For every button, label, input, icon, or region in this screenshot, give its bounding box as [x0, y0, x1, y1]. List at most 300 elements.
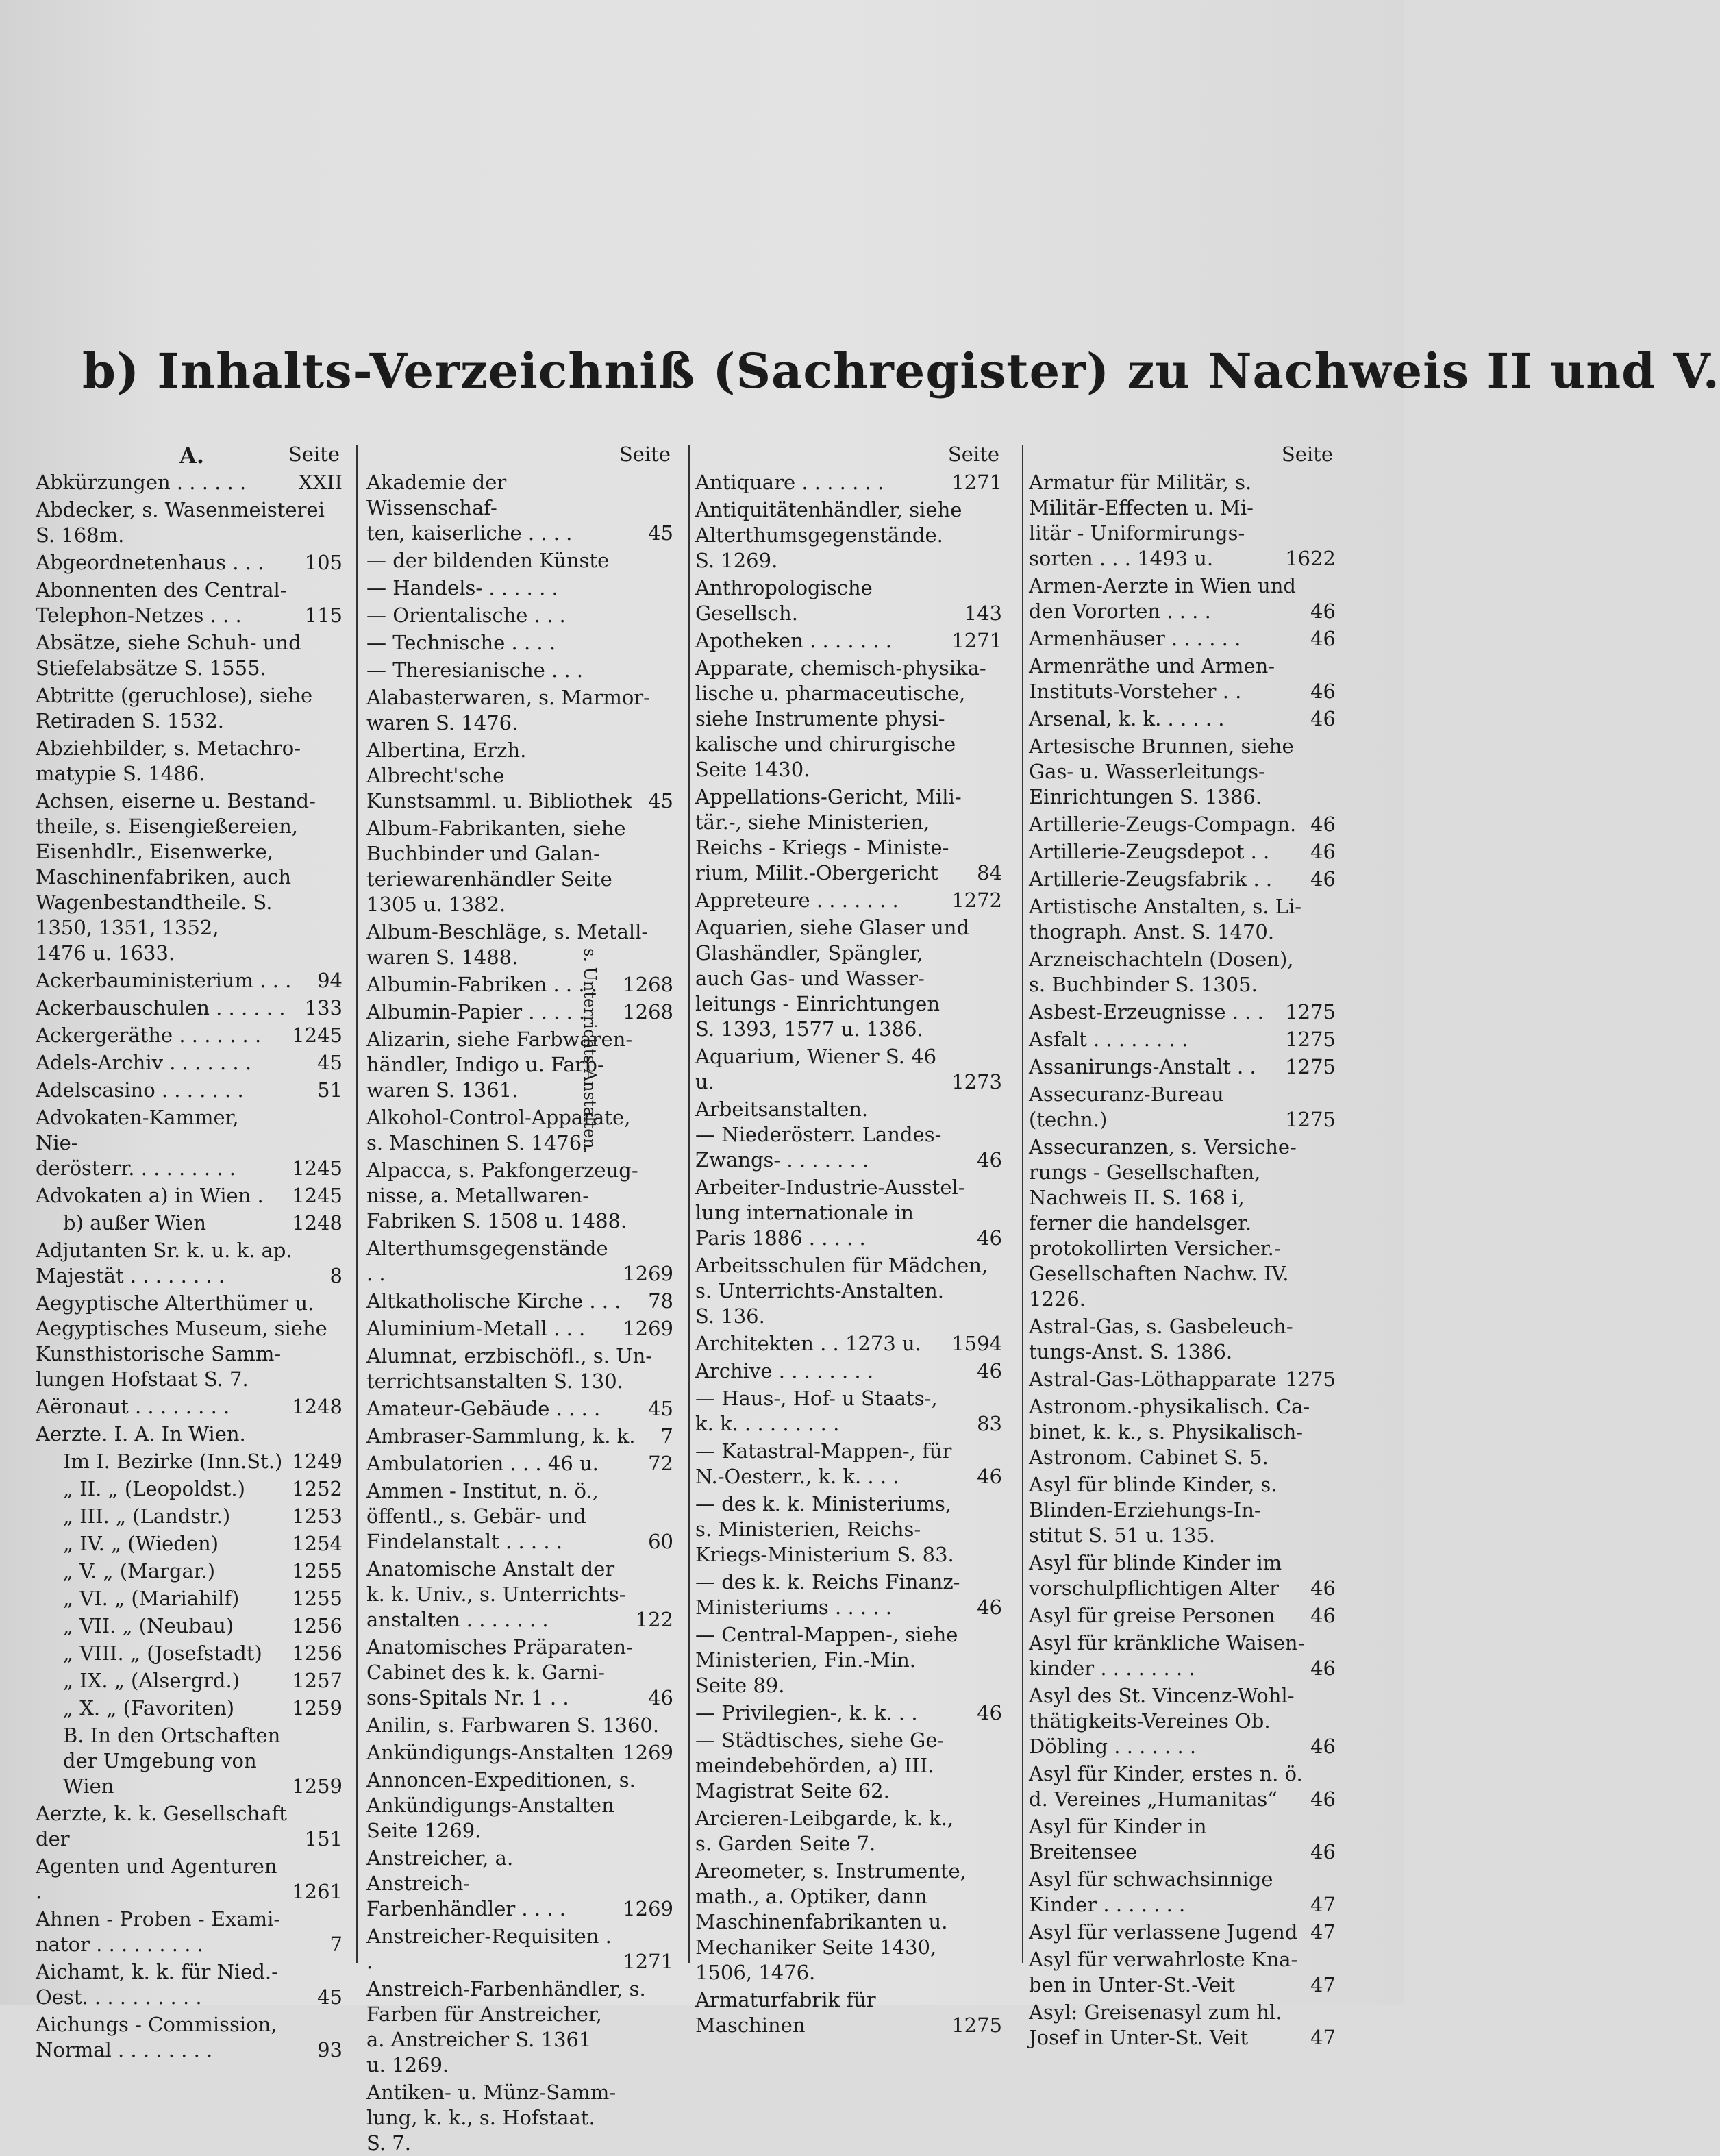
index-entry [1029, 947, 1336, 998]
entry-text: Achsen, eiserne u. Bestand- theile, s. Eisengießereien, Eisenhdlr., Eisenwerke, Maschinenfabriken, auch Wagenbestandtheile. S. 1350, 1351, 1352, 1476 u. 1633. [36, 789, 316, 965]
entry-text: b) außer Wien [63, 1211, 207, 1235]
entry-page-number: 1269 [623, 1317, 673, 1340]
entry-text: Akademie der Wissenschaf- ten, kaiserliche . . . . [366, 471, 573, 545]
entry-page-number: 1268 [623, 973, 673, 996]
index-entry [36, 968, 342, 993]
entry-text: Armatur für Militär, s. Militär-Effecten u. Mi- litär - Uniformirungs- sorten . . . 1493 u. [1029, 471, 1254, 570]
index-entry [695, 1622, 1002, 1698]
index-entry [366, 470, 673, 546]
entry-page-number: 46 [1310, 1657, 1336, 1680]
index-entry [1029, 573, 1336, 624]
entry-page-number: 46 [1310, 1604, 1336, 1627]
index-entry [366, 1000, 673, 1025]
entry-page-number: 143 [964, 602, 1002, 625]
entry-text: Aquarium, Wiener S. 46 u. [695, 1045, 937, 1093]
entry-text: Annoncen-Expeditionen, s. Ankündigungs-Anstalten Seite 1269. [366, 1768, 636, 1842]
column-divider [356, 445, 358, 1963]
entry-page-number: 1271 [951, 629, 1002, 652]
entry-page-number: 1257 [292, 1669, 342, 1692]
page-title: b) Inhalts-Verzeichniß (Sachregister) zu Nachweis II und V. [82, 343, 1720, 399]
entry-text: Arbeitsanstalten. — Niederösterr. Landes- Zwangs- . . . . . . . [695, 1098, 942, 1172]
index-entry [695, 1806, 1002, 1857]
entry-text: B. In den Ortschaften der Umgebung von Wien [63, 1724, 281, 1798]
entry-text: „ X. „ (Favoriten) [63, 1696, 235, 1720]
entry-text: Assecuranzen, s. Versiche- rungs - Gesellschaften, Nachweis II. S. 168 i, ferner die handelsger. protokollirten Versicher.- Gesellschaften Nachw. IV. 1226. [1029, 1135, 1297, 1311]
entry-page-number: 46 [1310, 1840, 1336, 1863]
index-entry [36, 630, 342, 681]
index-entry [366, 1977, 673, 2078]
entry-page-number: XXII [298, 471, 342, 494]
entry-page-number: 105 [304, 551, 342, 574]
entry-text: Asyl für verwahrloste Kna- ben in Unter-St.-Veit [1029, 1948, 1298, 1996]
entry-text: Aerzte. I. A. In Wien. [36, 1422, 246, 1446]
entry-text: Asyl für verlassene Jugend [1029, 1920, 1298, 1944]
entry-page-number: 1255 [292, 1559, 342, 1583]
index-entry [695, 784, 1002, 886]
entry-page-number: 1272 [951, 889, 1002, 912]
index-entry [366, 2080, 673, 2156]
entry-page-number: 1259 [292, 1774, 342, 1798]
entry-text: Asyl für kränkliche Waisen- kinder . . . . . . . . [1029, 1631, 1305, 1680]
index-entry [36, 550, 342, 575]
entry-text: — Theresianische . . . [366, 658, 584, 682]
entry-page-number: 72 [648, 1452, 673, 1475]
entry-text: — des k. k. Ministeriums, s. Ministerien, Reichs- Kriegs-Ministerium S. 83. [695, 1492, 954, 1566]
index-entry [366, 603, 673, 628]
entry-text: Abziehbilder, s. Metachro- matypie S. 1486. [36, 736, 301, 785]
entry-text: Aluminium-Metall . . . [366, 1317, 586, 1340]
index-entry [695, 1987, 1002, 2038]
entry-page-number: 46 [1310, 1735, 1336, 1758]
index-entry [36, 1907, 342, 1957]
index-entry [695, 575, 1002, 626]
entry-text: Architekten . . 1273 u. [695, 1332, 921, 1355]
index-entry [1029, 1027, 1336, 1052]
index-entry [366, 816, 673, 917]
entry-text: Aëronaut . . . . . . . . [36, 1395, 230, 1418]
entry-text: Alabasterwaren, s. Marmor- waren S. 1476. [366, 686, 650, 734]
entry-text: Anatomische Anstalt der k. k. Univ., s. Unterrichts- anstalten . . . . . . . [366, 1557, 626, 1631]
entry-page-number: 8 [329, 1264, 342, 1287]
entry-page-number: 46 [1310, 599, 1336, 623]
index-entry [1029, 734, 1336, 810]
entry-page-number: 46 [977, 1465, 1002, 1488]
entry-page-number: 46 [648, 1686, 673, 1709]
entry-page-number: 1252 [292, 1477, 342, 1500]
column-divider [1022, 445, 1023, 1963]
entry-page-number: 1254 [292, 1532, 342, 1555]
entry-text: Abgeordnetenhaus . . . [36, 551, 264, 574]
entry-page-number: 1275 [951, 2013, 1002, 2037]
entry-text: Antiquare . . . . . . . [695, 471, 884, 494]
index-entry [366, 1924, 673, 1974]
entry-text: Arzneischachteln (Dosen), s. Buchbinder S. 1305. [1029, 947, 1294, 996]
entry-page-number: 46 [1310, 867, 1336, 891]
index-entry [695, 1044, 1002, 1095]
index-entry [1029, 1082, 1336, 1132]
entry-page-number: 1255 [292, 1587, 342, 1610]
index-entry [695, 1175, 1002, 1251]
entry-page-number: 1275 [1285, 1367, 1336, 1391]
index-entry [36, 1696, 342, 1721]
entry-text: Alumnat, erzbischöfl., s. Un- terrichtsanstalten S. 130. [366, 1344, 653, 1393]
column-header [36, 440, 342, 470]
entry-text: — Haus-, Hof- u Staats-, k. k. . . . . . . . . [695, 1387, 938, 1435]
entry-text: Aichungs - Commission, Normal . . . . . . . . [36, 2013, 277, 2061]
index-entry [36, 1105, 342, 1181]
entry-page-number: 122 [635, 1608, 673, 1631]
entry-text: Apotheken . . . . . . . [695, 629, 892, 652]
entry-text: — Technische . . . . [366, 631, 556, 654]
index-entry [36, 2012, 342, 2063]
index-entry [695, 915, 1002, 1042]
entry-page-number: 1261 [292, 1880, 342, 1903]
entry-text: — Städtisches, siehe Ge- meindebehörden, a) III. Magistrat Seite 62. [695, 1728, 945, 1802]
index-entry [1029, 1920, 1336, 1945]
entry-text: Arbeiter-Industrie-Ausstel- lung internationale in Paris 1886 . . . . . [695, 1176, 965, 1250]
entry-text: Antiken- u. Münz-Samm- lung, k. k., s. Hofstaat. S. 7. [366, 2081, 616, 2155]
index-entry [1029, 1314, 1336, 1365]
entry-text: Apparate, chemisch-physika- lische u. pharmaceutische, siehe Instrumente physi- kalische und chirurgische Seite 1430. [695, 656, 986, 781]
index-entry [366, 1424, 673, 1449]
index-entry [366, 1027, 673, 1103]
entry-text: Aichamt, k. k. für Nied.- Oest. . . . . . . . . . [36, 1960, 278, 2009]
entry-text: Aerzte, k. k. Gesellschaft der [36, 1802, 287, 1850]
index-entry [36, 736, 342, 786]
index-entry [1029, 812, 1336, 837]
index-entry [1029, 1550, 1336, 1601]
entry-text: Artillerie-Zeugsfabrik . . [1029, 867, 1273, 891]
entry-text: Albertina, Erzh. Albrecht'sche Kunstsamml. u. Bibliothek [366, 739, 632, 813]
index-entry [366, 1478, 673, 1554]
entry-page-number: 1268 [623, 1000, 673, 1024]
index-entry [1029, 1761, 1336, 1812]
index-entry [36, 1050, 342, 1076]
index-entry [1029, 1683, 1336, 1759]
entry-page-number: 1245 [292, 1156, 342, 1180]
entry-page-number: 1248 [292, 1395, 342, 1418]
index-entry [1029, 867, 1336, 892]
column-divider [688, 445, 690, 1963]
seite-label: Seite [619, 443, 671, 466]
entry-text: Appreteure . . . . . . . [695, 889, 899, 912]
index-entry [1029, 1135, 1336, 1312]
entry-text: — Central-Mappen-, siehe Ministerien, Fin.-Min. Seite 89. [695, 1623, 958, 1697]
brace-label: s. Unterrichts-Anstalten. [580, 948, 599, 1154]
entry-page-number: 47 [1310, 1920, 1336, 1944]
index-column-2 [366, 440, 673, 2155]
index-entry [695, 1700, 1002, 1726]
index-entry [36, 1641, 342, 1666]
entry-text: Assecuranz-Bureau (techn.) [1029, 1082, 1224, 1131]
entry-text: Anstreicher, a. Anstreich- Farbenhändler . . . . [366, 1846, 566, 1920]
index-entry [1029, 1394, 1336, 1470]
index-entry [366, 658, 673, 683]
entry-text: Absätze, siehe Schuh- und Stiefelabsätze S. 1555. [36, 631, 301, 680]
index-entry [36, 1854, 342, 1905]
index-entry [36, 1723, 342, 1799]
entry-page-number: 47 [1310, 2026, 1336, 2049]
index-entry [36, 1023, 342, 1048]
entry-page-number: 46 [977, 1596, 1002, 1619]
index-entry [36, 1586, 342, 1611]
seite-label: Seite [947, 443, 999, 466]
entry-text: Armen-Aerzte in Wien und den Vororten . . . . [1029, 574, 1296, 623]
index-entry [1029, 2000, 1336, 2050]
entry-text: Astral-Gas, s. Gasbeleuch- tungs-Anst. S. 1386. [1029, 1315, 1293, 1363]
index-entry [36, 1959, 342, 2010]
entry-page-number: 151 [304, 1827, 342, 1850]
entry-text: Asyl für Kinder, erstes n. ö. d. Vereines „Humanitas“ [1029, 1762, 1303, 1811]
entry-text: Albumin-Fabriken . . . . [366, 973, 598, 996]
index-entry [366, 1557, 673, 1633]
entry-text: Armaturfabrik für Maschinen [695, 1988, 876, 2037]
index-entry [36, 1613, 342, 1639]
index-entry [1029, 706, 1336, 732]
entry-text: Asbest-Erzeugnisse . . . [1029, 1000, 1264, 1024]
index-entry [695, 1728, 1002, 1804]
entry-page-number: 1622 [1285, 547, 1336, 570]
entry-page-number: 46 [977, 1359, 1002, 1383]
index-entry [366, 1846, 673, 1922]
entry-page-number: 93 [317, 2038, 342, 2061]
seite-label: Seite [288, 443, 340, 466]
index-entry [366, 575, 673, 601]
entry-text: „ IX. „ (Alsergrd.) [63, 1669, 240, 1692]
entry-text: Ankündigungs-Anstalten [366, 1741, 614, 1764]
entry-text: Alkohol-Control-Apparate, s. Maschinen S. 1476. [366, 1106, 631, 1154]
entry-page-number: 1249 [292, 1450, 342, 1473]
entry-text: Astronom.-physikalisch. Ca- binet, k. k., s. Physikalisch- Astronom. Cabinet S. 5. [1029, 1395, 1310, 1469]
index-entry [36, 1668, 342, 1694]
entry-text: Adjutanten Sr. k. u. k. ap. Majestät . . . . . . . . [36, 1239, 292, 1287]
index-entry [366, 1396, 673, 1422]
index-column-3 [695, 440, 1002, 2037]
entry-page-number: 1271 [623, 1950, 673, 1973]
index-entry [1029, 1947, 1336, 1998]
entry-text: Arsenal, k. k. . . . . . [1029, 707, 1225, 730]
entry-page-number: 60 [648, 1530, 673, 1553]
entry-page-number: 1253 [292, 1504, 342, 1528]
index-entry [36, 578, 342, 628]
index-entry [366, 919, 673, 970]
entry-page-number: 46 [977, 1148, 1002, 1172]
entry-text: „ VII. „ (Neubau) [63, 1614, 234, 1637]
entry-text: Astral-Gas-Löthapparate [1029, 1367, 1277, 1391]
entry-page-number: 1594 [951, 1332, 1002, 1355]
entry-text: Asyl für blinde Kinder im vorschulpflichtigen Alter [1029, 1551, 1282, 1600]
entry-text: Adelscasino . . . . . . . [36, 1078, 244, 1102]
entry-text: Ambraser-Sammlung, k. k. [366, 1424, 636, 1448]
entry-text: Albumin-Papier . . . . . [366, 1000, 586, 1024]
entry-page-number: 46 [1310, 840, 1336, 863]
entry-text: Ackerbauministerium . . . [36, 969, 292, 992]
entry-page-number: 46 [1310, 627, 1336, 650]
entry-page-number: 1275 [1285, 1000, 1336, 1024]
entry-text: Arbeitsschulen für Mädchen, s. Unterrichts-Anstalten. S. 136. [695, 1254, 988, 1328]
index-entry [695, 1859, 1002, 1985]
index-entry [695, 1491, 1002, 1568]
entry-page-number: 1245 [292, 1184, 342, 1207]
entry-text: Anatomisches Präparaten- Cabinet des k. k. Garni- sons-Spitals Nr. 1 . . [366, 1635, 633, 1709]
entry-text: Alterthumsgegenstände . . [366, 1237, 608, 1285]
entry-text: — Katastral-Mappen-, für N.-Oesterr., k. k. . . . [695, 1439, 952, 1488]
index-entry [695, 1253, 1002, 1329]
entry-page-number: 45 [648, 1397, 673, 1420]
entry-text: Archive . . . . . . . . [695, 1359, 874, 1383]
index-entry [1029, 1054, 1336, 1080]
index-entry [366, 1316, 673, 1341]
index-entry [1029, 1631, 1336, 1681]
index-entry [36, 1801, 342, 1852]
entry-text: Assanirungs-Anstalt . . [1029, 1055, 1256, 1078]
entry-text: „ VIII. „ (Josefstadt) [63, 1641, 262, 1665]
entry-list [695, 470, 1002, 2038]
entry-text: Artistische Anstalten, s. Li- thograph. Anst. S. 1470. [1029, 895, 1302, 943]
entry-page-number: 1269 [623, 1897, 673, 1920]
entry-page-number: 7 [329, 1933, 342, 1956]
entry-text: Agenten und Agenturen . [36, 1855, 277, 1903]
entry-text: Areometer, s. Instrumente, math., a. Optiker, dann Maschinenfabrikanten u. Mechaniker Seite 1430, 1506, 1476. [695, 1859, 967, 1984]
entry-text: Anstreicher-Requisiten . . [366, 1924, 612, 1973]
entry-text: Album-Beschläge, s. Metall- waren S. 1488. [366, 920, 649, 969]
index-entry [1029, 470, 1336, 571]
entry-text: Abdecker, s. Wasenmeisterei S. 168m. [36, 498, 325, 547]
entry-text: — des k. k. Reichs Finanz- Ministeriums . . . . . [695, 1570, 960, 1619]
entry-text: Asyl des St. Vincenz-Wohl- thätigkeits-Vereines Ob. Döbling . . . . . . . [1029, 1684, 1295, 1758]
section-letter: A. [179, 443, 204, 469]
index-entry [366, 738, 673, 814]
index-entry [366, 972, 673, 998]
entry-page-number: 45 [317, 1985, 342, 2009]
entry-text: Ahnen - Proben - Exami- nator . . . . . . . . . [36, 1907, 281, 1956]
index-entry [1029, 839, 1336, 865]
entry-text: Anilin, s. Farbwaren S. 1360. [366, 1713, 660, 1737]
entry-page-number: 1259 [292, 1696, 342, 1720]
entry-page-number: 78 [648, 1289, 673, 1313]
index-entry [1029, 894, 1336, 945]
entry-page-number: 133 [304, 996, 342, 1019]
entry-text: „ IV. „ (Wieden) [63, 1532, 219, 1555]
entry-text: Abkürzungen . . . . . . [36, 471, 247, 494]
index-entry [36, 1394, 342, 1420]
entry-page-number: 47 [1310, 1893, 1336, 1916]
entry-text: Arcieren-Leibgarde, k. k., s. Garden Seite 7. [695, 1807, 954, 1855]
index-entry [36, 683, 342, 734]
index-column-1 [36, 440, 342, 2061]
index-entry [366, 548, 673, 573]
index-column-4 [1029, 440, 1336, 2049]
entry-page-number: 1269 [623, 1262, 673, 1285]
entry-page-number: 46 [977, 1701, 1002, 1724]
entry-text: Ackergeräthe . . . . . . . [36, 1024, 262, 1047]
entry-text: Asfalt . . . . . . . . [1029, 1028, 1188, 1051]
index-entry [695, 1097, 1002, 1173]
entry-text: Antiquitätenhändler, siehe Alterthumsgegenstände. S. 1269. [695, 498, 962, 572]
index-entry [36, 1476, 342, 1502]
entry-page-number: 1275 [1285, 1055, 1336, 1078]
entry-page-number: 1256 [292, 1614, 342, 1637]
index-entry [366, 1105, 673, 1156]
index-entry [695, 1439, 1002, 1489]
entry-page-number: 1275 [1285, 1028, 1336, 1051]
entry-text: Ambulatorien . . . 46 u. [366, 1452, 599, 1475]
index-entry [695, 1331, 1002, 1356]
index-entry [695, 497, 1002, 573]
entry-page-number: 1256 [292, 1641, 342, 1665]
entry-text: Asyl für greise Personen [1029, 1604, 1275, 1627]
entry-text: Alizarin, siehe Farbwaren- händler, Indigo u. Farb- waren S. 1361. [366, 1028, 633, 1102]
entry-list [36, 470, 342, 2063]
entry-text: Asyl für Kinder in Breitensee [1029, 1815, 1207, 1863]
index-entry [366, 1158, 673, 1234]
entry-text: Album-Fabrikanten, siehe Buchbinder und Galan- teriewarenhändler Seite 1305 u. 1382. [366, 817, 626, 916]
index-entry [36, 1504, 342, 1529]
entry-text: Abonnenten des Central- Telephon-Netzes . . . [36, 578, 287, 627]
index-entry [1029, 1867, 1336, 1918]
entry-text: — Handels- . . . . . . [366, 576, 558, 599]
entry-list [366, 470, 673, 2156]
index-entry [36, 789, 342, 966]
entry-page-number: 46 [1310, 680, 1336, 703]
entry-list [1029, 470, 1336, 2050]
index-entry [1029, 1603, 1336, 1628]
entry-page-number: 51 [317, 1078, 342, 1102]
index-entry [695, 656, 1002, 782]
entry-page-number: 46 [1310, 1787, 1336, 1811]
entry-text: Anthropologische Gesellsch. [695, 576, 873, 625]
entry-text: Armenräthe und Armen- Instituts-Vorsteher . . [1029, 654, 1275, 703]
entry-text: — Orientalische . . . [366, 604, 566, 627]
entry-text: Armenhäuser . . . . . . [1029, 627, 1241, 650]
entry-text: Ammen - Institut, n. ö., öffentl., s. Gebär- und Findelanstalt . . . . . [366, 1479, 599, 1553]
entry-text: Altkatholische Kirche . . . [366, 1289, 621, 1313]
index-entry [36, 1559, 342, 1584]
index-entry [36, 1183, 342, 1209]
entry-text: Ackerbauschulen . . . . . . [36, 996, 286, 1019]
entry-text: Im I. Bezirke (Inn.St.) [63, 1450, 283, 1473]
index-entry [36, 995, 342, 1021]
index-entry [695, 1570, 1002, 1620]
entry-text: „ II. „ (Leopoldst.) [63, 1477, 245, 1500]
index-entry [695, 628, 1002, 654]
entry-text: „ VI. „ (Mariahilf) [63, 1587, 240, 1610]
entry-text: Advokaten a) in Wien . [36, 1184, 264, 1207]
entry-text: Asyl: Greisenasyl zum hl. Josef in Unter-St. Veit [1029, 2000, 1282, 2049]
index-entry [695, 1386, 1002, 1437]
index-entry [36, 1078, 342, 1103]
entry-page-number: 1248 [292, 1211, 342, 1235]
index-entry [366, 630, 673, 656]
index-entry [36, 1449, 342, 1474]
index-entry [36, 1291, 342, 1392]
index-entry [36, 1531, 342, 1557]
index-entry [366, 1343, 673, 1394]
index-entry [36, 470, 342, 495]
entry-text: Adels-Archiv . . . . . . . [36, 1051, 252, 1074]
entry-page-number: 45 [317, 1051, 342, 1074]
index-entry [366, 1740, 673, 1765]
index-entry [36, 1238, 342, 1289]
entry-text: Anstreich-Farbenhändler, s. Farben für Anstreicher, a. Anstreicher S. 1361 u. 1269. [366, 1977, 646, 2077]
entry-page-number: 115 [304, 604, 342, 627]
entry-page-number: 7 [660, 1424, 673, 1448]
index-entry [366, 1289, 673, 1314]
entry-text: „ III. „ (Landstr.) [63, 1504, 231, 1528]
index-entry [1029, 626, 1336, 652]
entry-text: Artillerie-Zeugsdepot . . [1029, 840, 1270, 863]
index-entry [36, 497, 342, 548]
